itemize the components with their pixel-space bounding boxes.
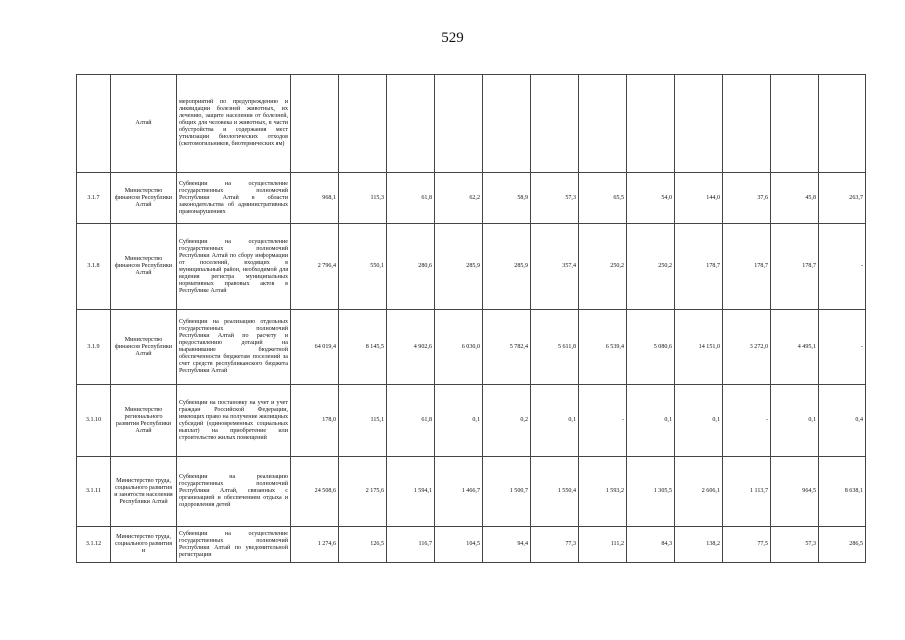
table-row xyxy=(77,224,866,310)
row-value: 61,8 xyxy=(387,385,435,457)
row-value: 65,5 xyxy=(579,173,627,224)
row-value: 0,1 xyxy=(675,385,723,457)
row-value: 64 019,4 xyxy=(291,310,339,385)
row-value: 3 272,0 xyxy=(723,310,771,385)
row-value: - xyxy=(819,224,866,310)
row-value: 4 902,6 xyxy=(387,310,435,385)
table-row xyxy=(77,385,866,457)
row-value: 8 638,1 xyxy=(819,457,866,527)
row-value: 138,2 xyxy=(675,527,723,563)
row-value: 6 539,4 xyxy=(579,310,627,385)
row-organization: Министерство финансов Республики Алтай xyxy=(111,310,177,385)
row-value: 178,7 xyxy=(675,224,723,310)
row-value: 57,3 xyxy=(531,173,579,224)
row-value: 77,3 xyxy=(531,527,579,563)
row-value xyxy=(819,75,866,173)
row-value: 0,1 xyxy=(435,385,483,457)
row-value xyxy=(339,75,387,173)
row-value: 57,3 xyxy=(771,527,819,563)
row-value: 37,6 xyxy=(723,173,771,224)
row-description: Субвенции на осуществление государственных полномочий Республики Алтай в области законодательства об административных правонарушениях xyxy=(177,173,291,224)
row-value: 58,9 xyxy=(483,173,531,224)
row-value: 964,5 xyxy=(771,457,819,527)
row-value: 263,7 xyxy=(819,173,866,224)
row-value: 94,4 xyxy=(483,527,531,563)
row-number: 3.1.7 xyxy=(77,173,111,224)
row-value: 5 782,4 xyxy=(483,310,531,385)
row-value: 250,2 xyxy=(627,224,675,310)
row-value: 357,4 xyxy=(531,224,579,310)
row-description: Субвенции на осуществление государственных полномочий Республики Алтай по сбору информации от поселений, входящих в муниципальный район, необходимой для ведения регистра муниципальных нормативных правовых актов в Республике Алтай xyxy=(177,224,291,310)
row-organization: Министерство труда, социального развития и xyxy=(111,527,177,563)
row-value: 1 274,6 xyxy=(291,527,339,563)
row-value: 111,2 xyxy=(579,527,627,563)
row-value: 178,0 xyxy=(291,385,339,457)
table-row xyxy=(77,310,866,385)
row-value: 104,5 xyxy=(435,527,483,563)
row-value xyxy=(771,75,819,173)
row-value xyxy=(627,75,675,173)
row-value: 550,1 xyxy=(339,224,387,310)
row-value: 5 080,6 xyxy=(627,310,675,385)
row-value: 1 466,7 xyxy=(435,457,483,527)
row-value: 45,8 xyxy=(771,173,819,224)
table-row xyxy=(77,173,866,224)
row-value: 968,1 xyxy=(291,173,339,224)
row-value: 0,4 xyxy=(819,385,866,457)
row-value xyxy=(675,75,723,173)
row-value: 2 796,4 xyxy=(291,224,339,310)
row-number xyxy=(77,75,111,173)
row-organization: Министерство финансов Республики Алтай xyxy=(111,224,177,310)
row-value: - xyxy=(579,385,627,457)
row-value: 2 606,1 xyxy=(675,457,723,527)
row-value xyxy=(387,75,435,173)
row-number: 3.1.8 xyxy=(77,224,111,310)
row-organization: Министерство регионального развития Республики Алтай xyxy=(111,385,177,457)
row-value: 178,7 xyxy=(771,224,819,310)
row-value xyxy=(579,75,627,173)
row-organization: Министерство труда, социального развития и занятости населения Республики Алтай xyxy=(111,457,177,527)
row-value: 5 611,8 xyxy=(531,310,579,385)
row-value xyxy=(483,75,531,173)
row-value: 1 593,2 xyxy=(579,457,627,527)
row-organization: Алтай xyxy=(111,75,177,173)
row-value: 286,5 xyxy=(819,527,866,563)
row-organization: Министерство финансов Республики Алтай xyxy=(111,173,177,224)
row-value: 144,0 xyxy=(675,173,723,224)
row-value: 1 305,5 xyxy=(627,457,675,527)
page-number: 529 xyxy=(441,30,464,46)
row-value: 285,9 xyxy=(435,224,483,310)
row-value: 0,1 xyxy=(531,385,579,457)
budget-table xyxy=(76,74,866,563)
row-value: 4 495,1 xyxy=(771,310,819,385)
row-value xyxy=(435,75,483,173)
row-number: 3.1.11 xyxy=(77,457,111,527)
row-value xyxy=(291,75,339,173)
row-value: 77,5 xyxy=(723,527,771,563)
row-value: 62,2 xyxy=(435,173,483,224)
row-value: 0,1 xyxy=(627,385,675,457)
row-value: 250,2 xyxy=(579,224,627,310)
row-value: 54,0 xyxy=(627,173,675,224)
row-value: 61,8 xyxy=(387,173,435,224)
table-row xyxy=(77,75,866,173)
table-row xyxy=(77,457,866,527)
row-value: 115,3 xyxy=(339,173,387,224)
row-value: 280,6 xyxy=(387,224,435,310)
row-value: 8 145,5 xyxy=(339,310,387,385)
row-description: Субвенции на реализацию отдельных государственных полномочий Республики Алтай по расчету и предоставлению дотаций на выравнивание бюджетной обеспеченности бюджетам поселений за счет средств республиканского бюджета Республики Алтай xyxy=(177,310,291,385)
row-value: 178,7 xyxy=(723,224,771,310)
row-value: 0,1 xyxy=(771,385,819,457)
row-description: Субвенции на постановку на учет и учет граждан Российской Федерации, имеющих право на получение жилищных субсидий (единовременных социальных выплат) на приобретение или строительство жилых помещений xyxy=(177,385,291,457)
row-value: 126,5 xyxy=(339,527,387,563)
row-value: 116,7 xyxy=(387,527,435,563)
row-value: 1 550,4 xyxy=(531,457,579,527)
row-value: 0,2 xyxy=(483,385,531,457)
row-value: 84,3 xyxy=(627,527,675,563)
row-value: 1 500,7 xyxy=(483,457,531,527)
row-number: 3.1.9 xyxy=(77,310,111,385)
row-value: 6 030,0 xyxy=(435,310,483,385)
row-value: - xyxy=(723,385,771,457)
row-number: 3.1.10 xyxy=(77,385,111,457)
row-description: мероприятий по предупреждению и ликвидации болезней животных, их лечению, защите населения от болезней, общих для человека и животных, в части обустройства и содержания мест утилизации биологических отходов (скотомогильников, биотермических ям) xyxy=(177,75,291,173)
table-row xyxy=(77,527,866,563)
row-value: 1 594,1 xyxy=(387,457,435,527)
row-value xyxy=(531,75,579,173)
row-value: - xyxy=(819,310,866,385)
row-value xyxy=(723,75,771,173)
row-value: 1 113,7 xyxy=(723,457,771,527)
row-number: 3.1.12 xyxy=(77,527,111,563)
row-value: 285,9 xyxy=(483,224,531,310)
row-description: Субвенции на реализацию государственных полномочий Республики Алтай, связанных с организацией и обеспечением отдыха и оздоровления детей xyxy=(177,457,291,527)
row-value: 24 508,6 xyxy=(291,457,339,527)
row-value: 115,1 xyxy=(339,385,387,457)
row-description: Субвенции на осуществление государственных полномочий Республики Алтай по уведомительной регистрации xyxy=(177,527,291,563)
row-value: 2 175,6 xyxy=(339,457,387,527)
row-value: 14 151,0 xyxy=(675,310,723,385)
